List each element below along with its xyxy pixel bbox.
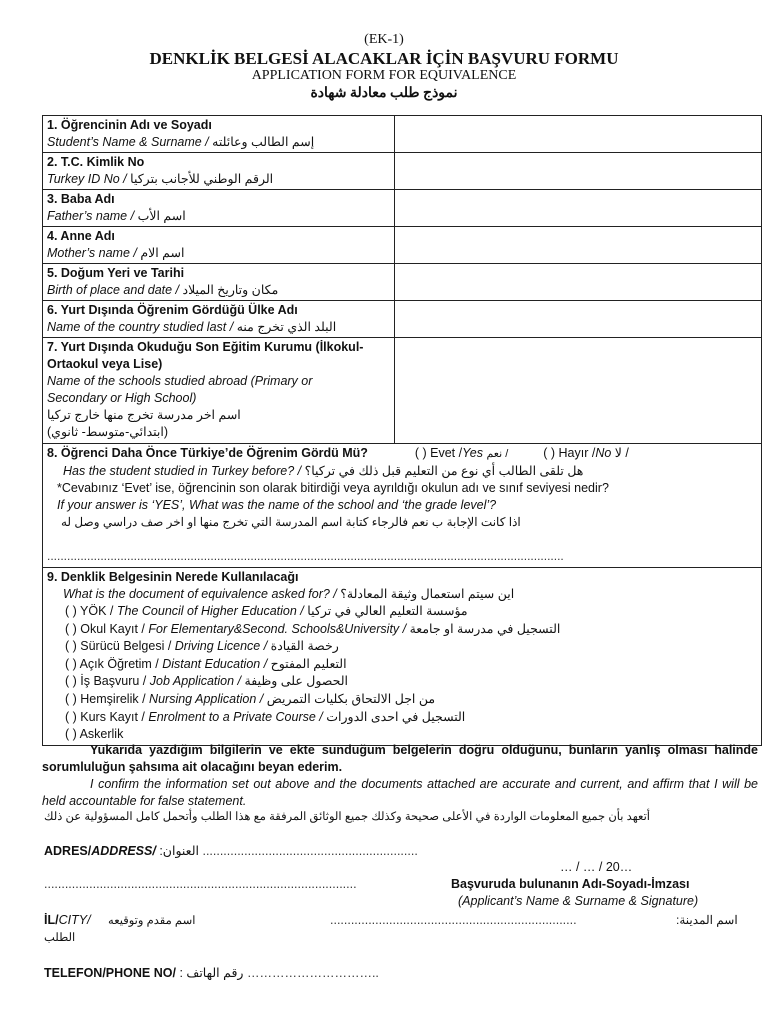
option-tr: ( ) Askerlik (65, 727, 124, 742)
option-ar: من اجل الالتحاق بكليات التمريض (266, 691, 436, 706)
yes-option-ar: / نعم (486, 448, 509, 460)
followup-ar: اذا كانت الإجابة ب نعم فالرجاء كتابة اسم المدرسة التي تخرج منها او اخر صف دراسي وصل له (61, 515, 521, 529)
form-title-ar: نموذج طلب معادلة شهادة (310, 86, 458, 101)
no-checkbox[interactable] (543, 446, 629, 460)
row-studied-in-turkey (43, 444, 762, 568)
label-en-2: Secondary or High School) (47, 391, 197, 405)
phone-field (44, 965, 379, 980)
option-tr: ( ) Açık Öğretim / (65, 656, 159, 671)
form-title-tr: DENKLİK BELGESİ ALACAKLAR İÇİN BAŞVURU FORMU (149, 49, 619, 68)
label-ar-2: (ابتدائي-متوسط- ثانوي) (47, 425, 169, 439)
field-label (43, 338, 395, 444)
option-en: For Elementary&Second. Schools&University / (148, 621, 407, 636)
row-country-studied (43, 301, 762, 338)
question-ar: اين سيتم استعمال وثيقة المعادلة؟ (340, 587, 515, 601)
option-distant-education[interactable] (47, 656, 757, 674)
declaration-tr: Yukarıda yazdığım bilgilerin ve ekte sunduğum belgelerin doğru olduğunu, bunların yanlış olması halinde sorumluluğun şahsıma ait olacağını beyan ederim. (42, 743, 758, 774)
label-ar-1: اسم اخر مدرسة تخرج منها خارج تركيا (47, 408, 241, 422)
date-field[interactable]: … / … / 20… (560, 860, 633, 874)
label-tr-1: 7. Yurt Dışında Okuduğu Son Eğitim Kurumu (İlkokul- (47, 340, 364, 354)
yes-checkbox[interactable] (415, 446, 508, 460)
option-tr: ( ) YÖK / (65, 604, 114, 618)
application-form-table (42, 115, 762, 746)
birth-place-date-input[interactable] (395, 264, 762, 301)
applicant-name-input[interactable]: .......................................................................................... (44, 877, 357, 891)
option-yok[interactable] (47, 603, 757, 621)
mother-name-input[interactable] (395, 227, 762, 264)
label-ar: اسم الام (140, 246, 185, 260)
option-private-course[interactable] (47, 709, 757, 727)
phone-label-ar: رقم الهاتف : (179, 966, 244, 980)
declaration-ar: أتعهد بأن جميع المعلومات الواردة في الأعلى صحيحة وكذلك جميع الوثائق المرفقة مع هذا الطلب وأتحمل كامل المسؤولية عن ذلك (44, 811, 650, 823)
label-ar: اسم الأب (137, 209, 186, 223)
talab-label-ar: الطلب (44, 932, 76, 944)
option-driving-licence[interactable] (47, 638, 757, 656)
city-field (44, 913, 195, 927)
option-tr: ( ) Hemşirelik / (65, 691, 146, 706)
country-studied-input[interactable] (395, 301, 762, 338)
option-ar: التسجيل في مدرسة او جامعة (409, 621, 561, 636)
no-option-tr: ( ) Hayır / (543, 446, 596, 460)
label-en-1: Name of the schools studied abroad (Primary or (47, 374, 313, 388)
option-en: Job Application / (149, 674, 242, 689)
label-en: Father’s name / (47, 209, 135, 223)
label-tr: 2. T.C. Kimlik No (47, 155, 145, 169)
turkey-id-input[interactable] (395, 153, 762, 190)
address-label-tr: ADRES/ (44, 844, 92, 858)
phone-label: TELEFON/PHONE NO/ (44, 966, 176, 980)
row-last-school (43, 338, 762, 444)
option-en: Nursing Application / (149, 691, 264, 706)
question-en: What is the document of equivalence asked for? / (63, 587, 337, 601)
row-equivalence-purpose (43, 568, 762, 746)
option-school-registration[interactable] (47, 621, 757, 639)
label-ar: البلد الذي تخرج منه (236, 320, 337, 334)
label-tr: 6. Yurt Dışında Öğrenim Gördüğü Ülke Adı (47, 303, 298, 317)
studied-in-turkey-cell (43, 444, 762, 568)
address-input[interactable]: .............................................................. (202, 844, 418, 858)
followup-tr: *Cevabınız ‘Evet’ ise, öğrencinin son olarak bitirdiği veya ayrıldığı okulun adı ve sınıf seviyesi nedir? (57, 481, 609, 495)
city-label-en: CITY/ (58, 913, 91, 927)
row-turkey-id (43, 153, 762, 190)
option-en: Enrolment to a Private Course / (148, 709, 323, 724)
label-ar: إسم الطالب وعائلته (212, 135, 315, 149)
option-ar: التسجيل في احدى الدورات (326, 709, 466, 724)
equivalence-purpose-cell (43, 568, 762, 746)
no-option-ar: / لا (614, 446, 629, 460)
option-tr: ( ) Kurs Kayıt / (65, 709, 145, 724)
annex-label: (EK-1) (364, 32, 404, 47)
option-en: The Council of Higher Education / (116, 604, 304, 618)
student-name-input[interactable] (395, 116, 762, 153)
row-birth-place-date (43, 264, 762, 301)
city-label-tr: İL/ (44, 913, 59, 927)
last-school-input[interactable] (395, 338, 762, 444)
field-label (43, 227, 395, 264)
label-tr: 3. Baba Adı (47, 192, 115, 206)
form-title-en: APPLICATION FORM FOR EQUIVALENCE (251, 68, 517, 83)
field-label (43, 153, 395, 190)
city-label-ar: اسم المدينة: (676, 913, 738, 927)
signature-label-tr: Başvuruda bulunanın Adı-Soyadı-İmzası (451, 877, 690, 891)
option-tr: ( ) Sürücü Belgesi / (65, 639, 172, 654)
option-ar: التعليم المفتوح (270, 656, 347, 671)
followup-en: If your answer is ‘YES’, What was the name of the school and ‘the grade level’? (57, 498, 497, 512)
label-tr: 1. Öğrencinin Adı ve Soyadı (47, 118, 212, 132)
label-en: Student’s Name & Surname / (47, 135, 209, 149)
row-father-name (43, 190, 762, 227)
school-grade-input[interactable]: ........................................................................................................................................................... (47, 549, 564, 563)
label-en: Mother’s name / (47, 246, 137, 260)
label-tr-2: Ortaokul veya Lise) (47, 357, 163, 371)
declaration-en: I confirm the information set out above and the documents attached are accurate and current, and affirm that I will be held accountable for false statement. (42, 777, 758, 808)
option-ar: مؤسسة التعليم العالي في تركيا (307, 604, 468, 618)
option-nursing[interactable] (47, 691, 757, 709)
yes-option-en: Yes (462, 446, 483, 460)
address-label-en: ADDRESS/ (91, 844, 156, 858)
row-student-name (43, 116, 762, 153)
question-ar: هل تلقى الطالب أي نوع من التعليم قبل ذلك في تركيا؟ (304, 464, 584, 478)
applicant-label-ar: اسم مقدم وتوقيعه (108, 915, 196, 927)
field-label (43, 264, 395, 301)
label-ar: مكان وتاريخ الميلاد (182, 283, 279, 297)
label-en: Birth of place and date / (47, 283, 180, 297)
label-en: Turkey ID No / (47, 172, 127, 186)
father-name-input[interactable] (395, 190, 762, 227)
option-en: Driving Licence / (174, 639, 268, 654)
option-tr: ( ) Okul Kayıt / (65, 621, 145, 636)
city-input[interactable]: ....................................................................... (330, 913, 577, 927)
field-label (43, 116, 395, 153)
yes-option-tr: ( ) Evet / (414, 446, 463, 460)
label-en: Name of the country studied last / (47, 320, 234, 334)
option-en: Distant Education / (162, 656, 268, 671)
question-en: Has the student studied in Turkey before? / (63, 464, 302, 478)
address-label-ar: العنوان: (159, 844, 199, 858)
no-option-en: No (595, 446, 612, 460)
address-field (44, 843, 418, 858)
question-tr: 9. Denklik Belgesinin Nerede Kullanılacağı (47, 570, 299, 584)
option-ar: الحصول على وظيفة (244, 674, 348, 689)
label-tr: 5. Doğum Yeri ve Tarihi (47, 266, 185, 280)
row-mother-name (43, 227, 762, 264)
option-ar: رخصة القيادة (270, 639, 339, 654)
label-ar: الرقم الوطني للأجانب بتركيا (130, 172, 274, 186)
signature-label-en: (Applicant’s Name & Surname & Signature) (458, 894, 699, 908)
field-label (43, 301, 395, 338)
option-job-application[interactable] (47, 673, 757, 691)
phone-input[interactable]: ………………………….. (246, 966, 379, 980)
label-tr: 4. Anne Adı (47, 229, 115, 243)
question-tr: 8. Öğrenci Daha Önce Türkiye’de Öğrenim Gördü Mü? (47, 446, 368, 460)
field-label (43, 190, 395, 227)
option-tr: ( ) İş Başvuru / (65, 674, 147, 689)
